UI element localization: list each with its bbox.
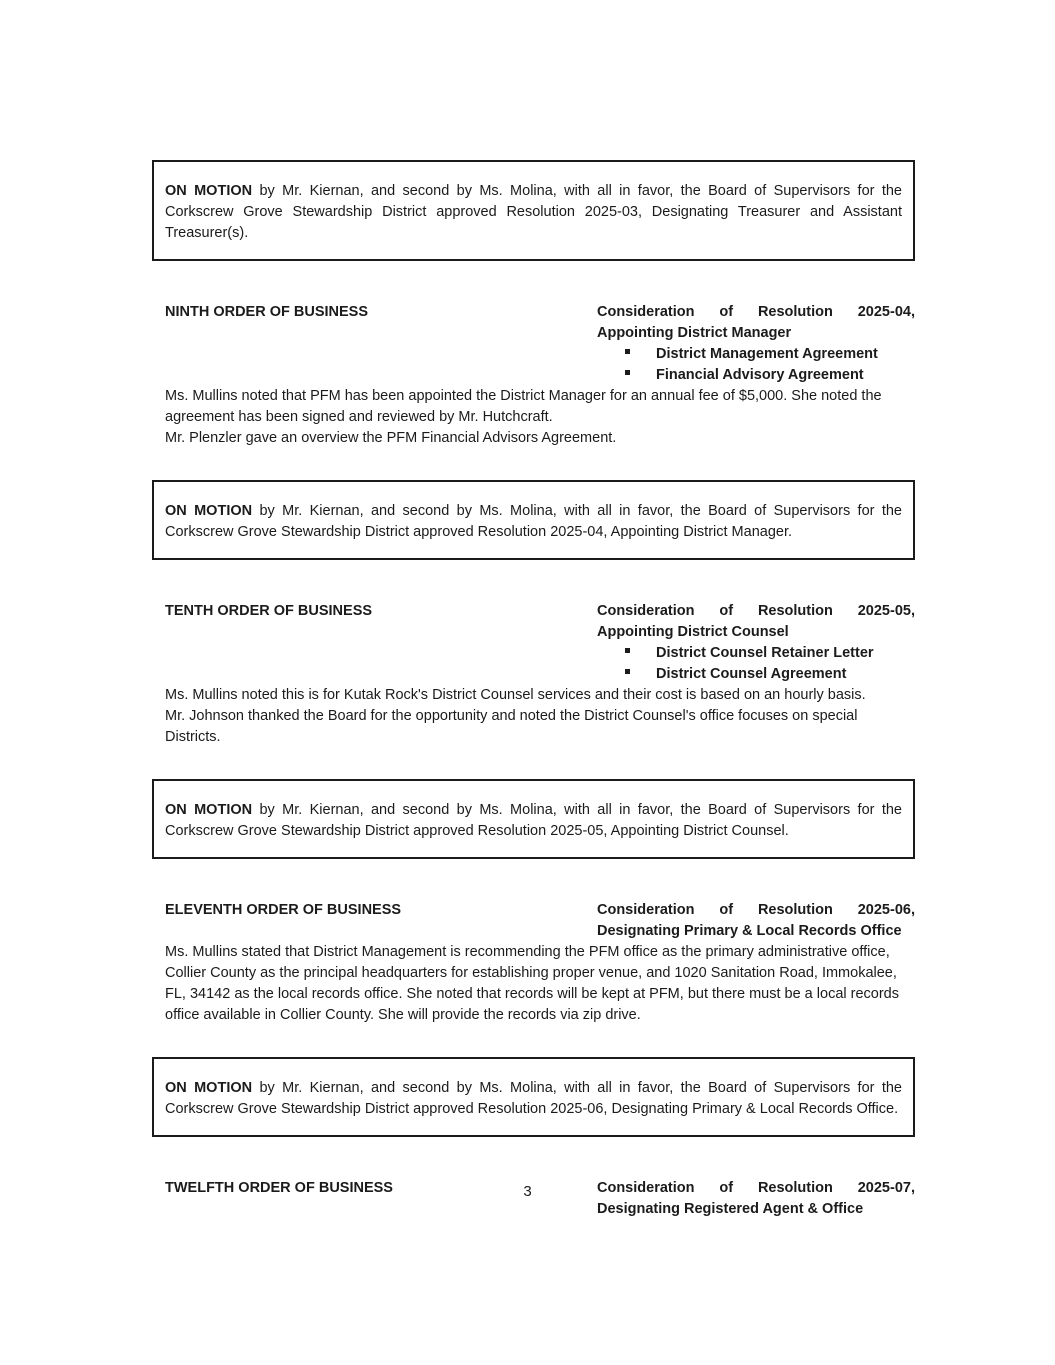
order-heading: NINTH ORDER OF BUSINESS [165, 304, 369, 320]
square-bullet-icon [625, 349, 630, 354]
section-eleventh-order [152, 900, 915, 942]
motion-body: by Mr. Kiernan, and second by Ms. Molina, with all in favor, the Board of Supervisors for the Corkscrew Grove Stewardship District approved Resolution 2025-03, Designating Treasurer and Assistant Treasurer(s). [165, 183, 902, 241]
order-consideration [597, 601, 915, 685]
square-bullet-icon [625, 648, 630, 653]
motion-body: by Mr. Kiernan, and second by Ms. Molina, with all in favor, the Board of Supervisors for the Corkscrew Grove Stewardship District approved Resolution 2025-06, Designating Primary & Local Records Office. [165, 1080, 902, 1117]
minutes-paragraph: Ms. Mullins noted that PFM has been appointed the District Manager for an annual fee of $5,000. She noted the agreement has been signed and reviewed by Mr. Hutchcraft. [165, 388, 882, 425]
motion-box-resolution-2025-04 [152, 480, 915, 560]
sub-item [625, 365, 915, 386]
consideration-line-2: Designating Registered Agent & Office [597, 1201, 864, 1217]
motion-box-resolution-2025-03 [152, 160, 915, 261]
order-consideration [597, 900, 915, 942]
consideration-line-2: Designating Primary & Local Records Office [597, 923, 902, 939]
motion-lead: ON MOTION [165, 183, 253, 199]
page-number: 3 [523, 1183, 532, 1200]
order-heading: TWELFTH ORDER OF BUSINESS [165, 1180, 393, 1196]
consideration-sub-items [597, 344, 915, 386]
consideration-line-1: Consideration of Resolution 2025-04, [597, 304, 915, 320]
square-bullet-icon [625, 669, 630, 674]
section-ninth-order [152, 302, 915, 386]
sub-item [625, 664, 915, 685]
order-consideration [597, 302, 915, 386]
motion-body: by Mr. Kiernan, and second by Ms. Molina, with all in favor, the Board of Supervisors for the Corkscrew Grove Stewardship District approved Resolution 2025-05, Appointing District Counsel. [165, 802, 902, 839]
consideration-line-1: Consideration of Resolution 2025-07, [597, 1180, 915, 1196]
motion-text [165, 800, 902, 842]
motion-lead: ON MOTION [165, 802, 253, 818]
sub-item [625, 643, 915, 664]
sub-item-label: District Counsel Retainer Letter [656, 645, 874, 661]
minutes-paragraph: Mr. Johnson thanked the Board for the opportunity and noted the District Counsel's office focuses on special Districts. [165, 708, 858, 745]
section-tenth-order [152, 601, 915, 685]
minutes-paragraph: Ms. Mullins noted this is for Kutak Rock's District Counsel services and their cost is based on an hourly basis. [165, 687, 866, 703]
motion-box-resolution-2025-06 [152, 1057, 915, 1137]
order-heading: ELEVENTH ORDER OF BUSINESS [165, 902, 402, 918]
square-bullet-icon [625, 370, 630, 375]
motion-text [165, 181, 902, 244]
minutes-paragraph: Mr. Plenzler gave an overview the PFM Financial Advisors Agreement. [165, 430, 617, 446]
consideration-line-2: Appointing District Counsel [597, 624, 789, 640]
motion-text [165, 501, 902, 543]
sub-item-label: District Counsel Agreement [656, 666, 847, 682]
document-content [152, 160, 915, 1220]
motion-box-resolution-2025-05 [152, 779, 915, 859]
order-heading: TENTH ORDER OF BUSINESS [165, 603, 373, 619]
consideration-sub-items [597, 643, 915, 685]
sub-item [625, 344, 915, 365]
motion-lead: ON MOTION [165, 503, 253, 519]
consideration-line-1: Consideration of Resolution 2025-05, [597, 603, 915, 619]
consideration-line-2: Appointing District Manager [597, 325, 792, 341]
sub-item-label: District Management Agreement [656, 346, 878, 362]
motion-lead: ON MOTION [165, 1080, 253, 1096]
consideration-line-1: Consideration of Resolution 2025-06, [597, 902, 915, 918]
minutes-paragraph: Ms. Mullins stated that District Management is recommending the PFM office as the primary administrative office, Collier County as the principal headquarters for establishing proper venue, and 1020 Sanitation Road, Immokalee, FL, 34142 as the local records office. She noted that records will be kept at PFM, but there must be a local records office available in Collier County. She will provide the records via zip drive. [165, 944, 899, 1023]
motion-body: by Mr. Kiernan, and second by Ms. Molina, with all in favor, the Board of Supervisors for the Corkscrew Grove Stewardship District approved Resolution 2025-04, Appointing District Manager. [165, 503, 902, 540]
motion-text [165, 1078, 902, 1120]
sub-item-label: Financial Advisory Agreement [656, 367, 864, 383]
